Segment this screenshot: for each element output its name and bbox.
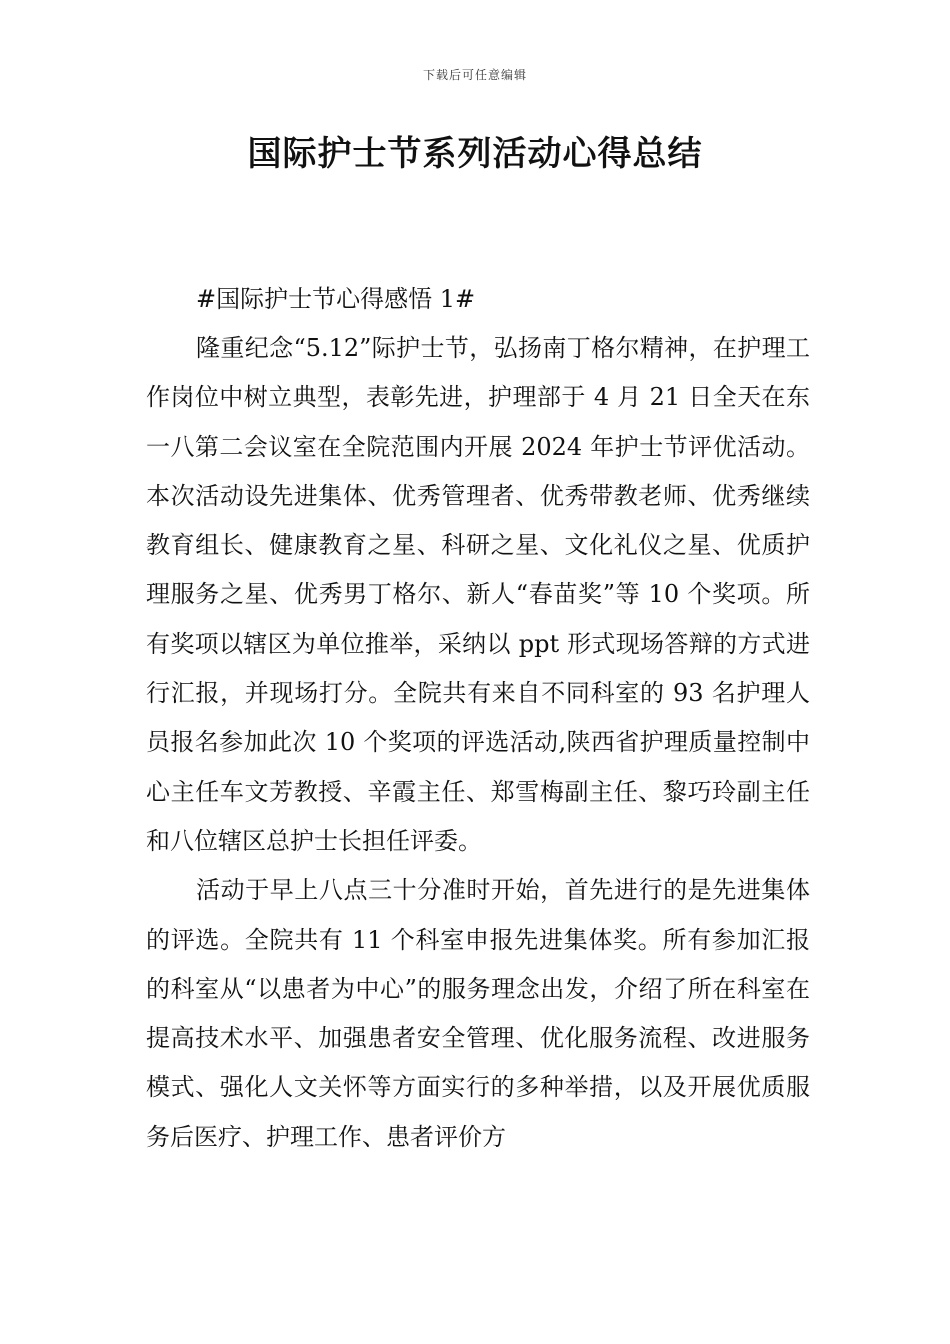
paragraph-2: 活动于早上八点三十分准时开始，首先进行的是先进集体的评选。全院共有 11 个科室申报先进集体奖。所有参加汇报的科室从“以患者为中心”的服务理念出发，介绍了所在科室在提高技术水平、加强患者安全管理、优化服务流程、改进服务模式、强化人文关怀等方面实行的多种举措，以及开展优质服务后医疗、护理工作、患者评价方 (146, 876, 810, 1151)
document-title: 国际护士节系列活动心得总结 (247, 134, 703, 174)
paragraph-1: 隆重纪念“5.12”际护士节，弘扬南丁格尔精神，在护理工作岗位中树立典型，表彰先进，护理部于 4 月 21 日全天在东一八第二会议室在全院范围内开展 2024 年护士节评优活动。本次活动设先进集体、优秀管理者、优秀带教老师、优秀继续教育组长、健康教育之星、科研之星、文化礼仪之星、优质护理服务之星、优秀男丁格尔、新人“春苗奖”等 10 个奖项。所有奖项以辖区为单位推举，采纳以 ppt 形式现场答辩的方式进行汇报，并现场打分。全院共有来自不同科室的 93 名护理人员报名参加此次 10 个奖项的评选活动,陕西省护理质量控制中心主任车文芳教授、辛霞主任、郑雪梅副主任、黎巧玲副主任和八位辖区总护士长担任评委。 (146, 334, 810, 855)
section-heading: #国际护士节心得感悟 1# (196, 285, 476, 313)
header-note: 下载后可任意编辑 (422, 68, 527, 82)
document-body (146, 274, 810, 1162)
